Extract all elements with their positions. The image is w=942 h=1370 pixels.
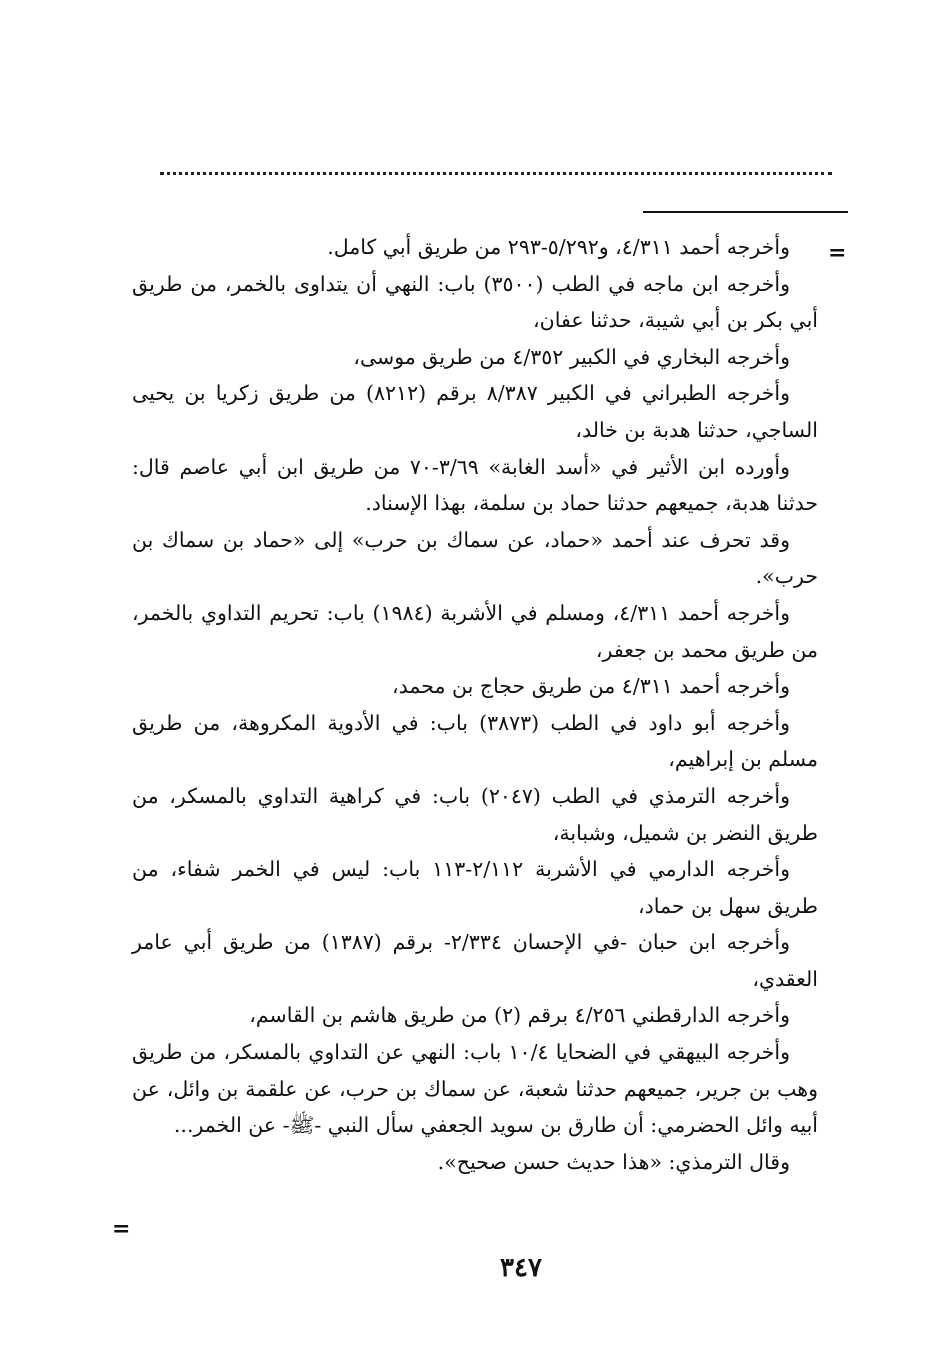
page-number: ٣٤٧: [500, 1253, 542, 1283]
footnote-paragraph: وأخرجه أبو داود في الطب (٣٨٧٣) باب: في الأدوية المكروهة، من طريق مسلم بن إبراهيم،: [132, 710, 818, 772]
footnote-paragraph: وأخرجه أحمد ٤/٣١١ من طريق حجاج بن محمد،: [392, 674, 790, 699]
footnote-rule: [643, 211, 848, 213]
footnote-paragraph: وأخرجه ابن حبان -في الإحسان ٢/٣٣٤- برقم (١٣٨٧) من طريق أبي عامر العقدي،: [132, 930, 818, 991]
footnote-paragraph: وأخرجه ابن ماجه في الطب (٣٥٠٠) باب: النهي أن يتداوى بالخمر، من طريق أبي بكر بن أبي شيبة، حدثنا عفان،: [132, 271, 818, 333]
footnote-paragraph: وأخرجه البخاري في الكبير ٤/٣٥٢ من طريق موسى،: [353, 344, 790, 369]
footnote-paragraph: وأخرجه الترمذي في الطب (٢٠٤٧) باب: في كراهية التداوي بالمسكر، من طريق النضر بن شميل، وشبابة،: [132, 783, 818, 845]
footnote-paragraph: وأخرجه أحمد ٤/٣١١، ومسلم في الأشربة (١٩٨٤) باب: تحريم التداوي بالخمر، من طريق محمد بن جعفر،: [132, 600, 818, 662]
footnote-paragraph: وأورده ابن الأثير في «أسد الغابة» ٣/٦٩-٧٠ من طريق ابن أبي عاصم قال: حدثنا هدبة، جميعهم حدثنا حماد بن سلمة، بهذا الإسناد.: [132, 454, 818, 516]
footnote-paragraph: وقال الترمذي: «هذا حديث حسن صحيح».: [437, 1149, 790, 1174]
footnote-paragraph: وأخرجه الطبراني في الكبير ٨/٣٨٧ برقم (٨٢١٢) من طريق زكريا بن يحيى الساجي، حدثنا هدبة بن خالد،: [132, 381, 818, 442]
footnote-paragraph: وأخرجه الدارمي في الأشربة ٢/١١٢-١١٣ باب: ليس في الخمر شفاء، من طريق سهل بن حماد،: [132, 857, 818, 918]
footnote-paragraph: وأخرجه الدارقطني ٤/٢٥٦ برقم (٢) من طريق هاشم بن القاسم،: [249, 1003, 790, 1028]
footnote-text: [132, 229, 818, 1180]
continuation-mark-bottom: =: [112, 1216, 131, 1242]
footnote-paragraph: وقد تحرف عند أحمد «حماد، عن سماك بن حرب» إلى «حماد بن سماك بن حرب».: [132, 527, 818, 589]
footnote-paragraph: وأخرجه أحمد ٤/٣١١، و٥/٢٩٢-٢٩٣ من طريق أبي كامل.: [327, 235, 790, 259]
footnote-paragraph: وأخرجه البيهقي في الضحايا ١٠/٤ باب: النهي عن التداوي بالمسكر، من طريق وهب بن جرير، جميعهم حدثنا شعبة، عن سماك بن حرب، عن علقمة بن وائل، عن أبيه وائل الحضرمي: أن طارق بن سويد الجعفي سأل النبي -ﷺ- عن الخمر...: [132, 1040, 818, 1138]
continuation-mark-top: =: [828, 240, 847, 266]
dotted-separator: [160, 172, 832, 187]
